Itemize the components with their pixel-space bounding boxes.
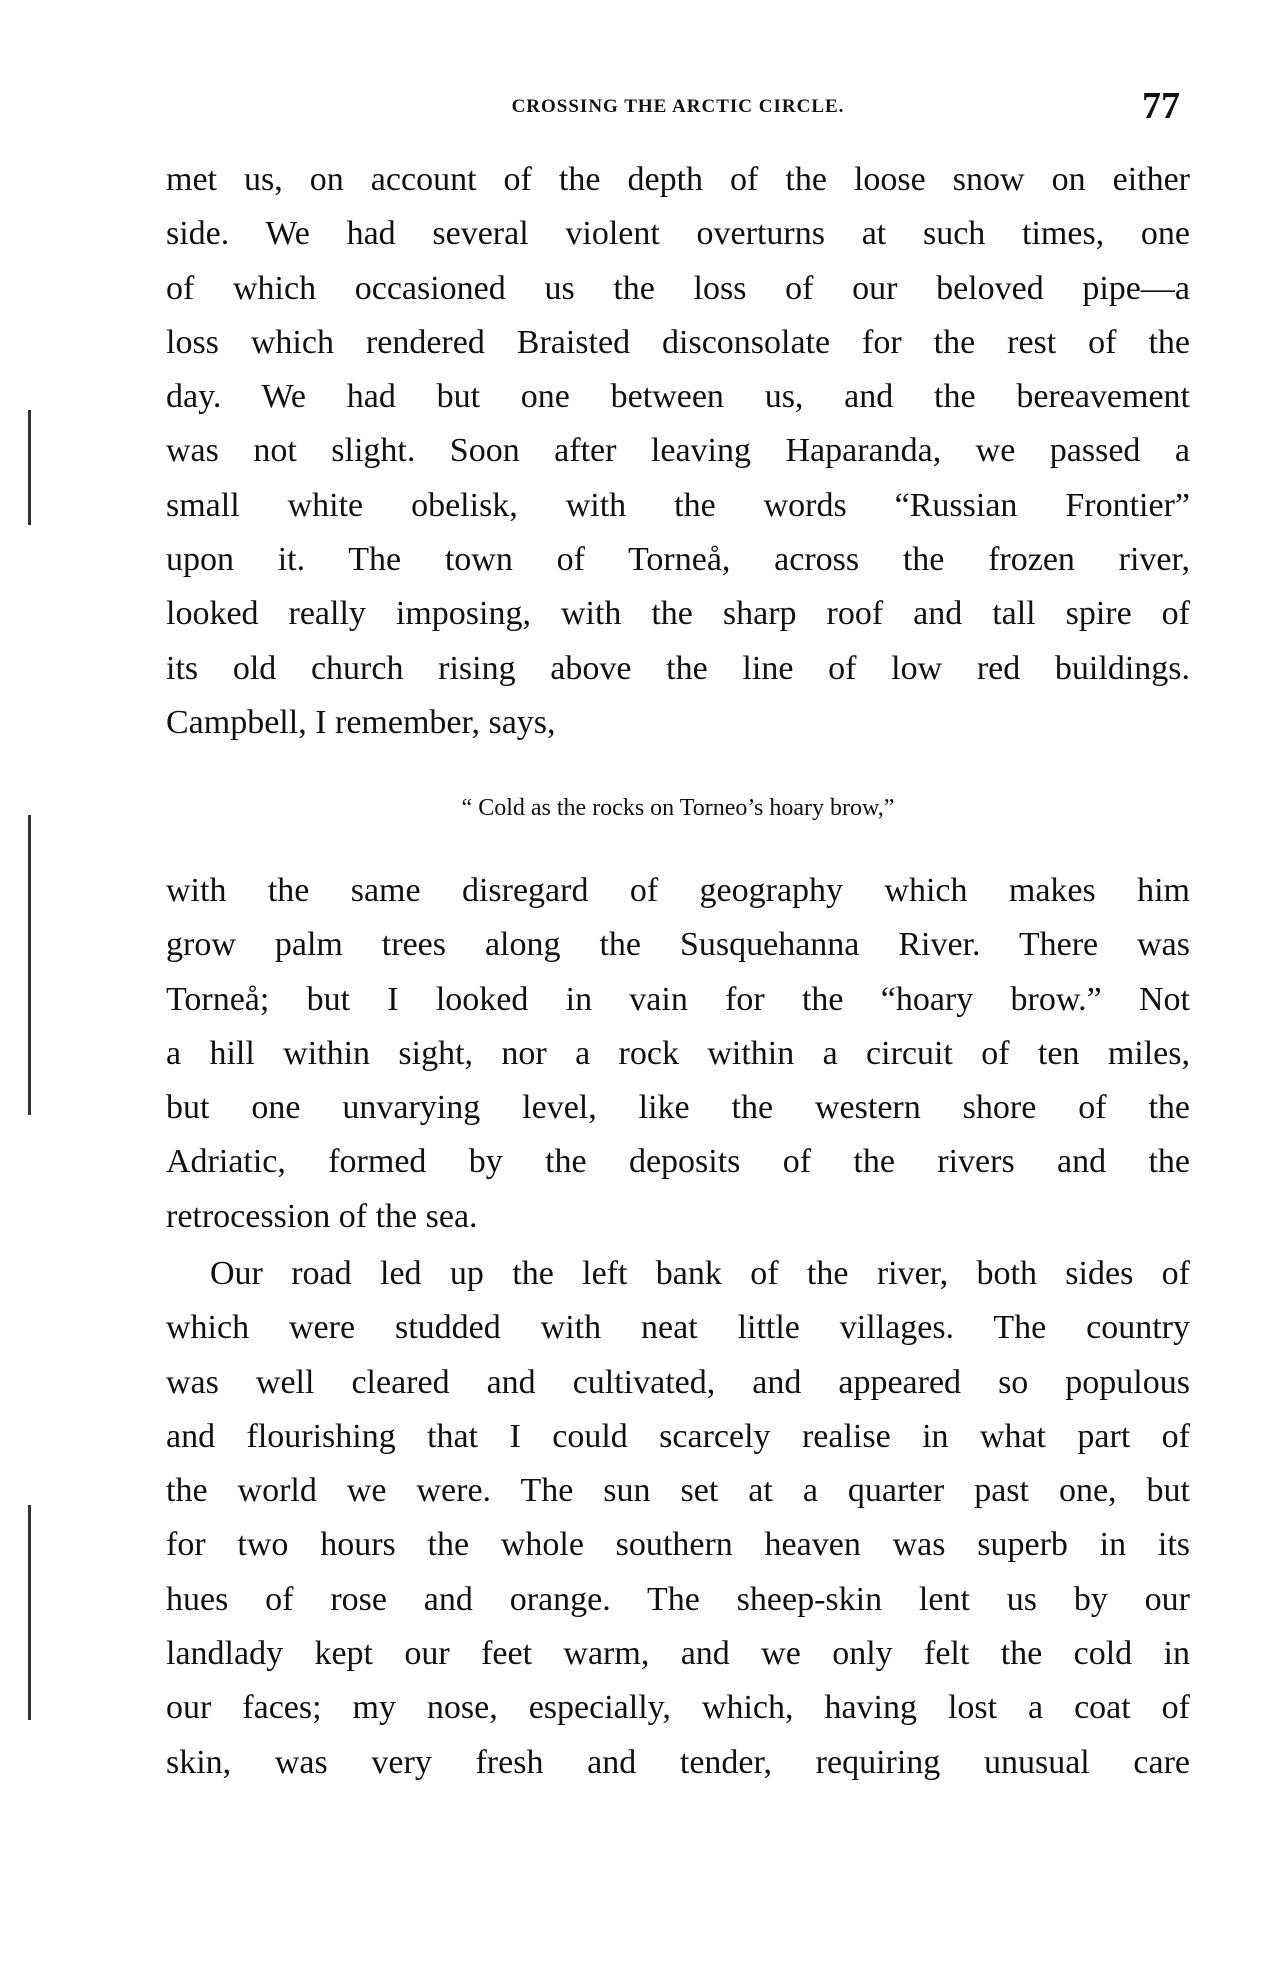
- text-line: Campbell, I remember, says,: [166, 703, 556, 741]
- scan-margin-mark: [28, 815, 31, 1115]
- text-line: skin, was very fresh and tender, requiring unusual care: [166, 1743, 1190, 1781]
- text-line: for two hours the whole southern heaven was superb in its: [166, 1526, 1190, 1564]
- text-line: loss which rendered Braisted disconsolate for the rest of the: [166, 323, 1190, 361]
- text-line: a hill within sight, nor a rock within a circuit of ten miles,: [166, 1034, 1190, 1072]
- text-line: upon it. The town of Torneå, across the frozen river,: [166, 541, 1190, 579]
- text-line: met us, on account of the depth of the loose snow on either: [166, 161, 1190, 198]
- scan-margin-mark: [28, 1505, 31, 1720]
- text-line: grow palm trees along the Susquehanna River. There was: [166, 926, 1190, 964]
- scan-margin-mark: [28, 410, 31, 525]
- verse-quote: “ Cold as the rocks on Torneo’s hoary brow,”: [461, 795, 895, 821]
- text-line: and flourishing that I could scarcely realise in what part of: [166, 1417, 1190, 1455]
- text-line: was not slight. Soon after leaving Haparanda, we passed a: [166, 432, 1190, 470]
- page-header: [166, 85, 1190, 130]
- text-line: but one unvarying level, like the western shore of the: [166, 1089, 1190, 1127]
- text-line: small white obelisk, with the words “Russian Frontier”: [166, 486, 1190, 524]
- text-line: day. We had but one between us, and the bereavement: [166, 378, 1190, 416]
- page-number: 77: [1142, 85, 1180, 127]
- text-line: looked really imposing, with the sharp roof and tall spire of: [166, 595, 1190, 633]
- text-line: which were studded with neat little villages. The country: [166, 1309, 1190, 1347]
- text-line: Torneå; but I looked in vain for the “hoary brow.” Not: [166, 980, 1190, 1018]
- text-line: retrocession of the sea.: [166, 1197, 478, 1235]
- text-line: our faces; my nose, especially, which, having lost a coat of: [166, 1689, 1190, 1727]
- text-line: was well cleared and cultivated, and appeared so populous: [166, 1363, 1190, 1401]
- text-line: hues of rose and orange. The sheep-skin lent us by our: [166, 1580, 1190, 1618]
- paragraph-3: [166, 1247, 1190, 1790]
- running-title: CROSSING THE ARCTIC CIRCLE.: [511, 96, 845, 117]
- text-line: the world we were. The sun set at a quarter past one, but: [166, 1472, 1190, 1510]
- paragraph-2: [166, 864, 1190, 1244]
- text-line: with the same disregard of geography which makes him: [166, 872, 1190, 909]
- text-line: landlady kept our feet warm, and we only felt the cold in: [166, 1635, 1190, 1673]
- text-line: of which occasioned us the loss of our beloved pipe—a: [166, 269, 1190, 307]
- text-line: its old church rising above the line of low red buildings.: [166, 649, 1190, 687]
- text-line: Adriatic, formed by the deposits of the rivers and the: [166, 1143, 1190, 1181]
- paragraph-1: [166, 153, 1190, 750]
- text-line: Our road led up the left bank of the river, both sides of: [210, 1255, 1190, 1292]
- text-line: side. We had several violent overturns at such times, one: [166, 215, 1190, 253]
